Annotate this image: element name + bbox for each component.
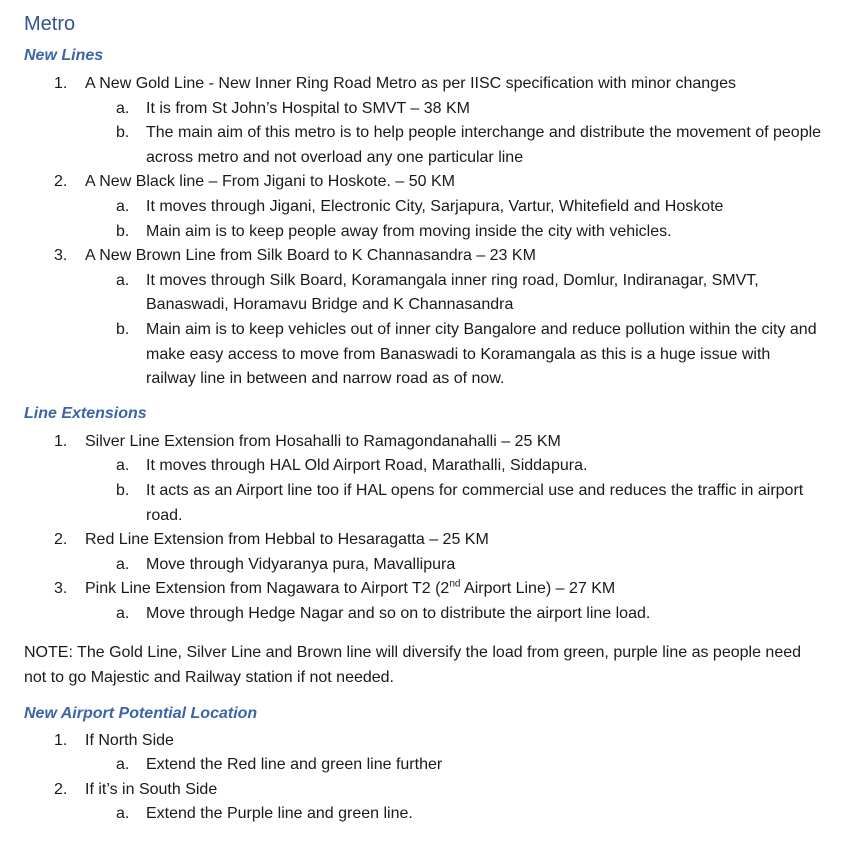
sub-list-letter: b. — [116, 320, 130, 338]
sub-list-letter: a. — [116, 805, 130, 823]
sub-list-letter: b. — [116, 222, 130, 240]
sub-list-item — [24, 602, 824, 627]
numbered-list — [24, 72, 824, 392]
list-number: 2. — [54, 173, 68, 191]
sub-list-item-text: It acts as an Airport line too if HAL opens for commercial use and reduces the traffic in airport road. — [146, 481, 804, 524]
section-heading: New Lines — [24, 47, 104, 64]
sub-list-item-text: Main aim is to keep vehicles out of inner city Bangalore and reduce pollution within the city and make easy access to move from Banaswadi to Koramangala as this is a huge issue with railway line in between and narrow road as of now. — [146, 320, 817, 388]
list-number: 3. — [54, 580, 68, 598]
section-line-extensions — [24, 403, 824, 627]
sub-list-item-text: Main aim is to keep people away from moving inside the city with vehicles. — [146, 222, 672, 240]
sub-list-letter: a. — [116, 197, 130, 215]
section-heading: New Airport Potential Location — [24, 704, 258, 722]
section-heading: Line Extensions — [24, 404, 147, 422]
list-item-text: Silver Line Extension from Hosahalli to Ramagondanahalli – 25 KM — [85, 432, 561, 450]
sub-list-letter: a. — [116, 457, 130, 475]
list-item — [24, 72, 824, 97]
list-item-text: A New Brown Line from Silk Board to K Channasandra – 23 KM — [85, 247, 536, 265]
list-number: 2. — [54, 531, 68, 549]
sub-list-item-text: The main aim of this metro is to help people interchange and distribute the movement of people across metro and not overload any one particular line — [146, 124, 822, 166]
section-new-lines — [24, 45, 824, 392]
numbered-list — [24, 430, 824, 627]
sub-list-item — [24, 195, 824, 220]
numbered-list — [24, 729, 824, 827]
text-before-superscript: Pink Line Extension from Nagawara to Airport T2 (2 — [85, 580, 450, 598]
sub-list-item — [24, 553, 824, 578]
ordinal-superscript: nd — [449, 578, 461, 590]
sub-list-item-text: It is from St John’s Hospital to SMVT – 38 KM — [146, 99, 470, 117]
sub-list-item-text: It moves through HAL Old Airport Road, Marathalli, Siddapura. — [146, 457, 588, 475]
list-item-text — [85, 580, 615, 597]
list-item — [24, 430, 824, 455]
list-item — [24, 778, 824, 803]
sub-list-item-text: Extend the Purple line and green line. — [146, 805, 413, 823]
sub-list-letter: a. — [116, 99, 130, 117]
page-title: Metro — [24, 13, 76, 35]
sub-list-item-text: It moves through Silk Board, Koramangala inner ring road, Domlur, Indiranagar, SMVT, Banaswadi, Horamavu Bridge and K Channasandra — [146, 271, 759, 314]
sub-list-item — [24, 454, 824, 479]
list-item-text: If it’s in South Side — [85, 780, 218, 798]
list-item — [24, 729, 824, 754]
sub-list-item — [24, 802, 824, 827]
sub-list-item-text: Extend the Red line and green line further — [146, 756, 443, 774]
sub-list-letter: a. — [116, 555, 130, 573]
sub-list-item-text: Move through Vidyaranya pura, Mavallipura — [146, 555, 456, 573]
list-item — [24, 244, 824, 269]
list-item-text: Red Line Extension from Hebbal to Hesaragatta – 25 KM — [85, 531, 489, 549]
sub-list-letter: a. — [116, 271, 130, 289]
sub-list-item-text: Move through Hedge Nagar and so on to distribute the airport line load. — [146, 604, 651, 622]
list-number: 3. — [54, 247, 68, 265]
list-item — [24, 170, 824, 195]
list-item-text: A New Gold Line - New Inner Ring Road Metro as per IISC specification with minor changes — [85, 75, 736, 92]
sub-list-letter: a. — [116, 604, 130, 622]
sub-list-letter: b. — [116, 481, 130, 499]
sub-list-item — [24, 269, 824, 318]
document-page — [24, 10, 824, 827]
text-after-superscript: Airport Line) – 27 KM — [460, 580, 616, 598]
sub-list-letter: b. — [116, 124, 130, 142]
sub-list-item — [24, 97, 824, 122]
sub-list-item — [24, 318, 824, 392]
sub-list-item — [24, 479, 824, 528]
sub-list-letter: a. — [116, 756, 130, 774]
list-item-text: If North Side — [85, 731, 174, 749]
sub-list-item — [24, 753, 824, 778]
list-number: 1. — [54, 731, 68, 749]
list-number: 1. — [54, 432, 68, 450]
sub-list-item — [24, 121, 824, 170]
sub-list-item-text: It moves through Jigani, Electronic City, Sarjapura, Vartur, Whitefield and Hoskote — [146, 197, 724, 215]
list-item — [24, 528, 824, 553]
note-paragraph: NOTE: The Gold Line, Silver Line and Brown line will diversify the load from green, purple line as people need not to go Majestic and Railway station if not needed. — [24, 644, 802, 687]
list-item — [24, 577, 824, 602]
sub-list-item — [24, 220, 824, 245]
list-item-text: A New Black line – From Jigani to Hoskote. – 50 KM — [85, 173, 455, 191]
section-new-airport — [24, 703, 824, 827]
list-number: 1. — [54, 75, 68, 92]
list-number: 2. — [54, 780, 68, 798]
